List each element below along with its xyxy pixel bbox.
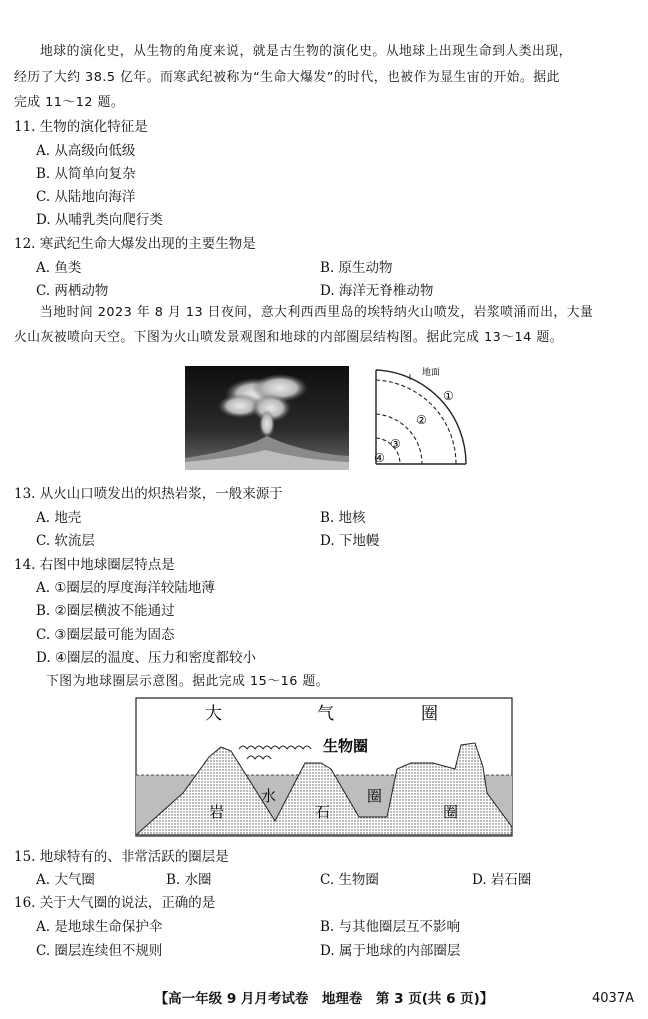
question-15-option-a: A. 大气圈 bbox=[36, 872, 95, 888]
earth-interior-layers-diagram bbox=[370, 364, 470, 468]
atmosphere-label: 大 bbox=[205, 704, 222, 724]
volcano-eruption-photo bbox=[185, 366, 349, 470]
question-15-option-b: B. 水圈 bbox=[166, 872, 212, 888]
question-16-option-a: A. 是地球生命保护伞 bbox=[36, 919, 163, 935]
lithosphere-label: 石 bbox=[315, 803, 331, 821]
question-13-stem: 13. 从火山口喷发出的炽热岩浆，一般来源于 bbox=[14, 486, 283, 502]
question-14-option-c: C. ③圈层最可能为固态 bbox=[36, 627, 175, 643]
question-16-option-c: C. 圈层连续但不规则 bbox=[36, 943, 163, 959]
earth-spheres-diagram bbox=[135, 697, 513, 837]
question-15-option-c: C. 生物圈 bbox=[320, 872, 379, 888]
question-12-option-a: A. 鱼类 bbox=[36, 260, 82, 276]
question-16-option-d: D. 属于地球的内部圈层 bbox=[320, 943, 461, 959]
lithosphere-label: 圈 bbox=[443, 803, 459, 821]
lithosphere-label: 圈 bbox=[367, 787, 383, 805]
layer-marker-4: ④ bbox=[374, 451, 385, 465]
question-15-stem: 15. 地球特有的、非常活跃的圈层是 bbox=[14, 849, 229, 865]
question-11-stem: 11. 生物的演化特征是 bbox=[14, 119, 148, 135]
intro-paragraph-line: 下图为地球圈层示意图。据此完成 15～16 题。 bbox=[46, 674, 330, 689]
question-14-stem: 14. 右图中地球圈层特点是 bbox=[14, 557, 175, 573]
question-11-option-c: C. 从陆地向海洋 bbox=[36, 189, 136, 205]
question-13-option-d: D. 下地幔 bbox=[320, 533, 380, 549]
surface-label: 地面 bbox=[422, 368, 441, 378]
question-14-option-b: B. ②圈层横波不能通过 bbox=[36, 603, 175, 619]
intro-paragraph-line: 完成 11～12 题。 bbox=[14, 95, 125, 110]
question-13-option-a: A. 地壳 bbox=[36, 510, 82, 526]
intro-paragraph-line: 火山灰被喷向天空。下图为火山喷发景观图和地球的内部圈层结构图。据此完成 13～14 题。 bbox=[14, 330, 563, 345]
footer-title: 【高一年级 9 月月考试卷 地理卷 第 3 页(共 6 页)】 bbox=[154, 991, 494, 1007]
question-16-option-b: B. 与其他圈层互不影响 bbox=[320, 919, 461, 935]
question-12-option-d: D. 海洋无脊椎动物 bbox=[320, 283, 434, 299]
layer-marker-1: ① bbox=[443, 389, 454, 403]
page-footer bbox=[0, 988, 648, 1010]
layer-marker-3: ③ bbox=[390, 437, 401, 451]
question-11-option-b: B. 从简单向复杂 bbox=[36, 166, 136, 182]
question-12-option-c: C. 两栖动物 bbox=[36, 283, 109, 299]
question-13-option-b: B. 地核 bbox=[320, 510, 366, 526]
question-13-option-c: C. 软流层 bbox=[36, 533, 95, 549]
question-11-option-d: D. 从哺乳类向爬行类 bbox=[36, 212, 163, 228]
question-14-option-a: A. ①圈层的厚度海洋较陆地薄 bbox=[36, 580, 215, 596]
lithosphere-label: 岩 bbox=[209, 803, 225, 821]
intro-paragraph-line: 当地时间 2023 年 8 月 13 日夜间，意大利西西里岛的埃特纳火山喷发，岩浆喷涌而出，大量 bbox=[40, 305, 594, 320]
atmosphere-label: 圈 bbox=[421, 704, 438, 724]
question-15-option-d: D. 岩石圈 bbox=[472, 872, 532, 888]
question-12-option-b: B. 原生动物 bbox=[320, 260, 393, 276]
intro-paragraph-line: 经历了大约 38.5 亿年。而寒武纪被称为“生命大爆发”的时代，也被作为显生宙的开始。据此 bbox=[14, 70, 560, 85]
question-12-stem: 12. 寒武纪生命大爆发出现的主要生物是 bbox=[14, 236, 256, 252]
question-11-option-a: A. 从高级向低级 bbox=[36, 143, 136, 159]
hydrosphere-label: 水 bbox=[261, 787, 277, 805]
biosphere-label: 生物圈 bbox=[323, 737, 369, 755]
question-16-stem: 16. 关于大气圈的说法，正确的是 bbox=[14, 895, 216, 911]
question-14-option-d: D. ④圈层的温度、压力和密度都较小 bbox=[36, 650, 257, 666]
exam-code: 4037A bbox=[592, 991, 634, 1006]
atmosphere-label: 气 bbox=[317, 704, 334, 724]
layer-marker-2: ② bbox=[416, 413, 427, 427]
intro-paragraph-line: 地球的演化史，从生物的角度来说，就是古生物的演化史。从地球上出现生命到人类出现， bbox=[40, 44, 572, 59]
